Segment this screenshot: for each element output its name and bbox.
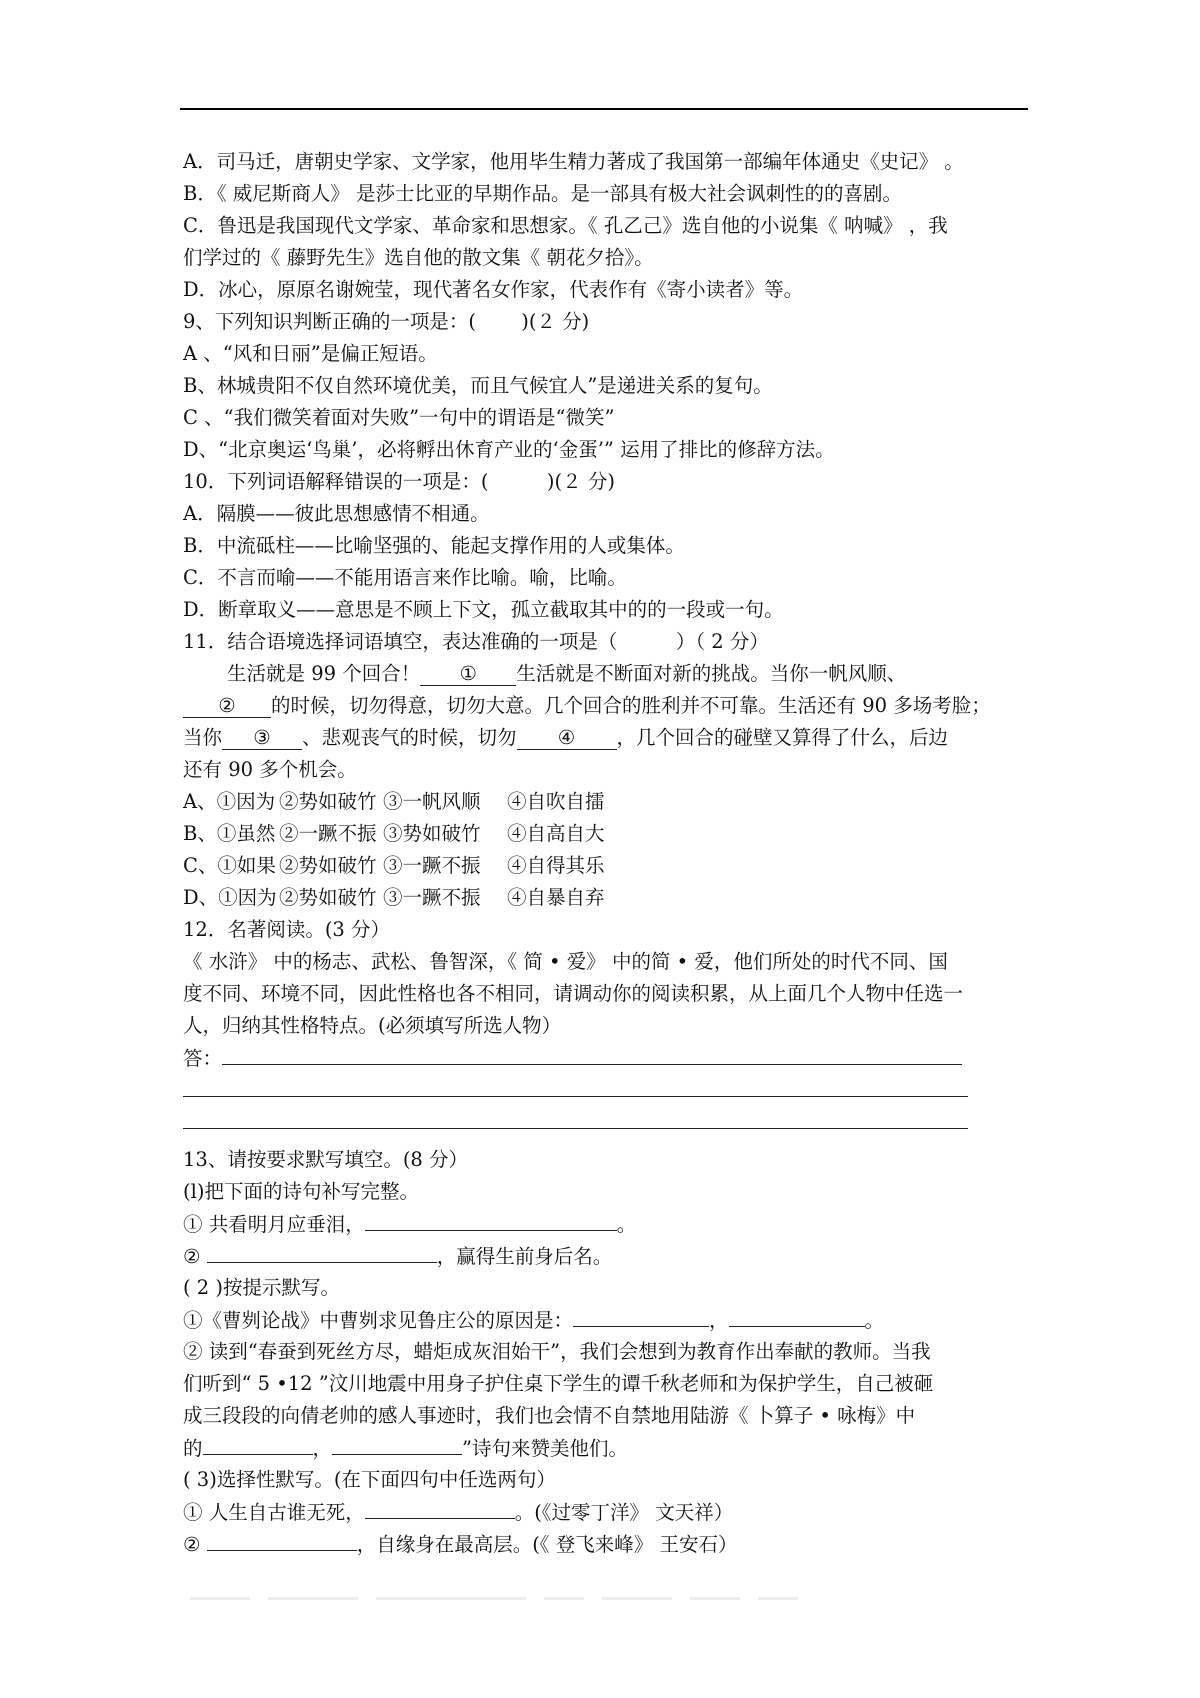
q11-option-b: B、①虽然 ②一蹶不振 ③势如破竹 ④自高自大: [183, 822, 605, 845]
faint-footer-marks: [190, 1588, 870, 1602]
q13-1-item-1: ① 共看明月应垂泪， 。: [183, 1208, 1028, 1240]
q12-text-line-1: 《 水浒》 中的杨志、武松、鲁智深，《 简 • 爱》 中的简 • 爱，他们所处的时代不同、国: [183, 950, 948, 973]
document-body: [183, 146, 1028, 1560]
q13-1-blank-1[interactable]: [365, 1208, 617, 1231]
q11-blank-4[interactable]: ④: [517, 727, 617, 750]
q12-answer-line-3: [183, 1106, 1028, 1138]
q13-2-blank-1[interactable]: [573, 1304, 709, 1327]
q13-3-blank-2[interactable]: [207, 1528, 357, 1551]
q9-stem: 9、下列知识判断正确的一项是：( )(２ 分): [183, 310, 590, 333]
q10-option-b: B．中流砥柱——比喻坚强的、能起支撑作用的人或集体。: [183, 534, 685, 557]
q12-answer-line-1: 答：: [183, 1042, 1028, 1074]
q12-answer-line-2: [183, 1074, 1028, 1106]
q12-answer-blank-1[interactable]: [222, 1042, 962, 1065]
q13-part-2: ( 2 )按提示默写。: [183, 1276, 341, 1299]
q13-2-item-2-line-2: 们听到“ 5 •12 ”汶川地震中用身子护住桌下学生的谭千秋老师和为保护学生，自己被砸: [183, 1372, 934, 1395]
q8-option-d: D．冰心，原原名谢婉莹，现代著名女作家，代表作有《寄小读者》等。: [183, 278, 804, 301]
q11-blank-2[interactable]: ②: [183, 695, 271, 718]
q13-1-blank-2[interactable]: [207, 1240, 437, 1263]
q11-stem: 11．结合语境选择词语填空，表达准确的一项是（ ）（ 2 分）: [183, 630, 769, 653]
q11-blank-1[interactable]: ①: [420, 663, 516, 686]
q10-stem: 10．下列词语解释错误的一项是：( )(２ 分): [183, 470, 615, 493]
q13-2-item-2-line-1: ② 读到“春蚕到死丝方尽，蜡炬成灰泪始干”，我们会想到为教育作出奉献的教师。当我: [183, 1340, 931, 1363]
q12-answer-blank-2[interactable]: [183, 1074, 968, 1097]
header-rule: [180, 108, 1028, 110]
q13-part-1: (l)把下面的诗句补写完整。: [183, 1180, 419, 1203]
q13-2-blank-2[interactable]: [729, 1304, 865, 1327]
q13-2-blank-4[interactable]: [332, 1432, 462, 1455]
q9-option-d: D、“北京奥运‘鸟巢’，必将孵出休育产业的‘金蛋’” 运用了排比的修辞方法。: [183, 438, 835, 461]
q11-option-a: A、①因为 ②势如破竹 ③一帆风顺 ④自吹自擂: [183, 790, 605, 813]
q12-text-line-2: 度不同、环境不同，因此性格也各不相同，请调动你的阅读积累，从上面几个人物中任选一: [183, 982, 964, 1005]
q11-passage-line-1: 生活就是 99 个回合！ ① 生活就是不断面对新的挑战。当你一帆风顺、: [227, 662, 907, 685]
q11-passage-line-3: 当你 ③ 、悲观丧气的时候，切勿 ④ ，几个回合的碰壁又算得了什么，后边: [183, 726, 949, 749]
q9-option-a: A 、“风和日丽”是偏正短语。: [183, 342, 438, 365]
q13-3-blank-1[interactable]: [365, 1496, 515, 1519]
q13-2-item-1: ①《曹刿论战》中曹刿求见鲁庄公的原因是： ， 。: [183, 1304, 1028, 1336]
q12-stem: 12．名著阅读。(3 分）: [183, 918, 391, 941]
q8-option-c-cont: 们学过的《 藤野先生》选自他的散文集《 朝花夕拾》。: [183, 246, 654, 269]
q13-2-item-2-line-3: 成三段段的向倩老帅的感人事迹时，我们也会情不自禁地用陆游《 卜算子 • 咏梅》中: [183, 1404, 916, 1427]
q13-1-item-2: ② ，赢得生前身后名。: [183, 1240, 1028, 1272]
q13-3-item-1: ① 人生自古谁无死， 。(《过零丁洋》 文天祥）: [183, 1496, 1028, 1528]
q11-passage-line-4: 还有 90 多个机会。: [183, 758, 357, 781]
q10-option-a: A．隔膜——彼此思想感情不相通。: [183, 502, 490, 525]
q8-option-b: B．《 威尼斯商人》 是莎士比亚的早期作品。是一部具有极大社会讽刺性的的喜剧。: [183, 182, 902, 205]
q11-passage-line-2: ② 的时候，切勿得意，切勿大意。几个回合的胜利并不可靠。生活还有 90 多场考脸；: [183, 690, 1028, 722]
q13-2-blank-3[interactable]: [203, 1432, 313, 1455]
q9-option-b: B、林城贵阳不仅自然环境优美，而且气候宜人”是递进关系的复句。: [183, 374, 773, 397]
q13-2-item-2-line-4: 的 ， ”诗句来赞美他们。: [183, 1432, 1028, 1464]
q11-blank-3[interactable]: ③: [222, 727, 302, 750]
q12-answer-blank-3[interactable]: [183, 1106, 968, 1129]
q11-option-c: C、①如果 ②势如破竹 ③一蹶不振 ④自得其乐: [183, 854, 605, 877]
q12-text-line-3: 人，归纳其性格特点。(必须填写所选人物）: [183, 1014, 562, 1037]
q9-option-c: C 、“我们微笑着面对失败”一句中的谓语是“微笑”: [183, 406, 615, 429]
q11-option-d: D、①因为 ②势如破竹 ③一蹶不振 ④自暴自弃: [183, 886, 605, 909]
q8-option-a: A．司马迁，唐朝史学家、文学家，他用毕生精力著成了我国第一部编年体通史《史记》 。: [183, 150, 964, 173]
q10-option-c: C．不言而喻——不能用语言来作比喻。喻，比喻。: [183, 566, 627, 589]
q10-option-d: D．断章取义——意思是不顾上下文，孤立截取其中的的一段或一句。: [183, 598, 784, 621]
q8-option-c: C．鲁迅是我国现代文学家、革命家和思想家。《 孔乙己》选自他的小说集《 呐喊》 ，我: [183, 214, 948, 237]
q13-stem: 13、请按要求默写填空。(8 分）: [183, 1148, 469, 1171]
q13-3-item-2: ② ，自缘身在最高层。(《 登飞来峰》 王安石）: [183, 1528, 1028, 1560]
q13-part-3: ( 3)选择性默写。(在下面四句中任选两句）: [183, 1468, 556, 1491]
